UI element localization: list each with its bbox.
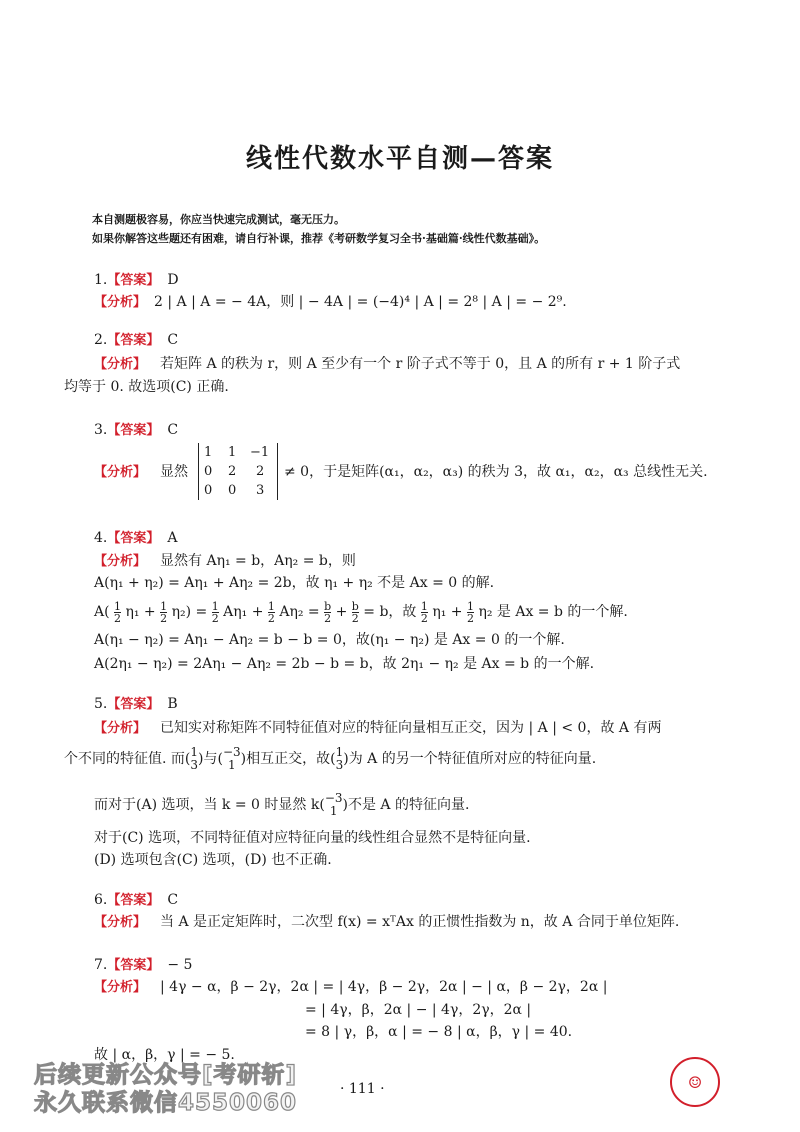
vec-entry: 3 <box>335 758 344 772</box>
answer-tag: 【答案】 <box>107 423 160 438</box>
q2-analysis-1: 若矩阵 A 的秩为 r，则 A 至少有一个 r 阶子式不等于 0，且 A 的所有 r + 1 阶子式 <box>160 356 681 372</box>
frac-num: 1 <box>114 599 122 613</box>
q3-answer-line <box>94 420 178 441</box>
q4-analysis-1: 显然有 Aη₁ = b，Aη₂ = b，则 <box>160 553 356 569</box>
q6-number: 6. <box>94 892 108 908</box>
vec-entry: 1 <box>227 758 236 772</box>
q7-analysis-line-3: = 8 | γ，β，α | = − 8 | α，β，γ | = 40. <box>305 1024 573 1040</box>
q6-analysis-line <box>94 912 679 933</box>
q5-a2-part: 个不同的特征值. 而 <box>64 751 185 767</box>
q6-answer: C <box>167 892 179 908</box>
q3-analysis-lead <box>94 462 188 483</box>
q3-number: 3. <box>94 422 108 438</box>
q4-a3-part: η₂ 是 Ax = b 的一个解. <box>478 604 628 620</box>
page-title: 线性代数水平自测—答案 <box>245 144 554 174</box>
q1-number: 1. <box>94 272 108 288</box>
fraction-half <box>268 601 275 624</box>
answer-tag: 【答案】 <box>107 958 160 973</box>
det-cell: 0 <box>204 464 213 479</box>
q7-answer-line <box>94 955 192 976</box>
det-cell: 0 <box>228 483 237 498</box>
det-left-bar <box>198 443 199 500</box>
analysis-tag: 【分析】 <box>94 554 147 569</box>
det-cell: 2 <box>256 464 265 479</box>
q2-answer: C <box>167 332 179 348</box>
watermark-line-2: 永久联系微信4550060 <box>34 1090 298 1116</box>
fraction-half <box>421 601 428 624</box>
q4-a3-part: A( <box>94 604 110 620</box>
frac-num: 1 <box>160 599 168 613</box>
q5-analysis-1: 已知实对称矩阵不同特征值对应的特征向量相互正交，因为 | A | < 0，故 A 有两 <box>160 720 662 736</box>
fraction-half <box>467 601 474 624</box>
q2-analysis-line-2: 均等于 0. 故选项(C) 正确. <box>64 379 229 395</box>
q1-answer: D <box>167 272 179 288</box>
q7-analysis-1: | 4γ − α，β − 2γ，2α | = | 4γ，β − 2γ，2α | − | α，β − 2γ，2α | <box>160 979 608 995</box>
frac-num: 1 <box>211 599 219 613</box>
frac-den: 2 <box>324 611 332 625</box>
vec-entry: −3 <box>324 791 343 805</box>
q6-analysis: 当 A 是正定矩阵时，二次型 f(x) = xᵀAx 的正惯性指数为 n，故 A 合同于单位矩阵. <box>160 914 680 930</box>
vec-entry: 1 <box>190 745 199 759</box>
q2-analysis-line <box>94 354 680 375</box>
fraction-b-half <box>352 601 359 624</box>
q7-analysis-line-2: = | 4γ，β，2α | − | 4γ，2γ，2α | <box>305 1002 532 1018</box>
frac-den: 2 <box>420 611 428 625</box>
q5-answer-line <box>94 694 178 715</box>
vec-entry: 3 <box>190 758 199 772</box>
det-cell: 1 <box>228 445 237 460</box>
q4-analysis-line-1 <box>94 551 356 572</box>
vector-neg3-1 <box>325 792 343 818</box>
frac-num: b <box>351 599 359 613</box>
analysis-tag: 【分析】 <box>94 980 147 995</box>
analysis-tag: 【分析】 <box>94 915 147 930</box>
q5-a3-part: 不是 A 的特征向量. <box>347 797 470 813</box>
q4-a3-part: Aη₁ + <box>223 604 264 620</box>
det-cell: 3 <box>256 483 265 498</box>
frac-num: 1 <box>267 599 275 613</box>
q1-analysis-line <box>94 292 567 313</box>
q4-a3-part: η₂) = <box>171 604 208 620</box>
q5-number: 5. <box>94 696 108 712</box>
q1-analysis: 2 | A | A = − 4A，则 | − 4A | = (−4)⁴ | A | = 2⁸ | A | = − 2⁹. <box>154 294 567 310</box>
q5-a2-part: 相互正交，故 <box>246 751 331 767</box>
answer-tag: 【答案】 <box>107 273 160 288</box>
page-number: · 111 · <box>340 1081 385 1097</box>
q4-analysis-line-4: A(η₁ − η₂) = Aη₁ − Aη₂ = b − b = 0，故(η₁ − η₂) 是 Ax = 0 的一个解. <box>94 632 565 648</box>
frac-den: 2 <box>267 611 275 625</box>
vec-entry: 1 <box>335 745 344 759</box>
intro-line-2: 如果你解答这些题还有困难，请自行补课，推荐《考研数学复习全书·基础篇·线性代数基础》。 <box>92 232 546 245</box>
q4-analysis-line-5: A(2η₁ − η₂) = 2Aη₁ − Aη₂ = 2b − b = b，故 2η₁ − η₂ 是 Ax = b 的一个解. <box>94 656 595 672</box>
q7-analysis-line-4: 故 | α，β，γ | = − 5. <box>94 1047 235 1063</box>
fraction-half <box>212 601 219 624</box>
q2-answer-line <box>94 330 178 351</box>
q3-answer: C <box>167 422 179 438</box>
det-cell: 1 <box>204 445 213 460</box>
q7-number: 7. <box>94 957 108 973</box>
q4-a3-part: η₁ + <box>432 604 463 620</box>
analysis-tag: 【分析】 <box>94 357 147 372</box>
q4-analysis-line-2: A(η₁ + η₂) = Aη₁ + Aη₂ = 2b，故 η₁ + η₂ 不是 Ax = 0 的解. <box>94 575 495 591</box>
fraction-half <box>114 601 121 624</box>
frac-den: 2 <box>160 611 168 625</box>
vector-1-3 <box>190 746 198 772</box>
q5-answer: B <box>167 696 178 712</box>
det-cell: 2 <box>228 464 237 479</box>
q5-analysis-line-3: 而对于(A) 选项，当 k = 0 时显然 k(−3 1 )不是 A 的特征向量. <box>94 791 470 818</box>
watermark-line-1: 后续更新公众号[考研斩] <box>34 1062 298 1088</box>
q2-number: 2. <box>94 332 108 348</box>
q1-answer-line <box>94 270 179 291</box>
q5-a2-part: 为 A 的另一个特征值所对应的特征向量. <box>348 751 597 767</box>
q5-a2-part: 与 <box>203 751 218 767</box>
frac-den: 2 <box>211 611 219 625</box>
frac-den: 2 <box>466 611 474 625</box>
analysis-tag: 【分析】 <box>94 295 147 310</box>
answer-tag: 【答案】 <box>107 531 160 546</box>
q4-a3-part: Aη₂ = <box>279 604 320 620</box>
q5-a3-part: 而对于(A) 选项，当 k = 0 时显然 k <box>94 797 320 813</box>
q4-number: 4. <box>94 530 108 546</box>
analysis-tag: 【分析】 <box>94 465 147 480</box>
q4-a3-part: = b，故 <box>363 604 417 620</box>
vector-neg3-1 <box>223 746 241 772</box>
vec-entry: 1 <box>329 804 338 818</box>
answer-tag: 【答案】 <box>107 333 160 348</box>
fraction-b-half <box>324 601 331 624</box>
frac-den: 2 <box>114 611 122 625</box>
q3-lead: 显然 <box>160 464 189 480</box>
frac-num: b <box>324 599 332 613</box>
frac-den: 2 <box>351 611 359 625</box>
frac-num: 1 <box>420 599 428 613</box>
q5-analysis-line-5: (D) 选项包含(C) 选项，(D) 也不正确. <box>94 852 332 868</box>
q7-answer: − 5 <box>167 957 193 973</box>
intro-line-1: 本自测题极容易，你应当快速完成测试，毫无压力。 <box>92 213 345 226</box>
q7-analysis-line-1 <box>94 977 607 998</box>
vector-1-3 <box>336 746 344 772</box>
q5-analysis-line-1 <box>94 718 661 739</box>
q4-a3-part: + <box>335 604 348 620</box>
smiley-stamp-icon: ☺ <box>670 1057 720 1107</box>
q3-determinant <box>198 443 278 500</box>
frac-num: 1 <box>466 599 474 613</box>
fraction-half <box>160 601 167 624</box>
q4-answer-line <box>94 528 178 549</box>
answer-tag: 【答案】 <box>107 893 160 908</box>
det-cell: 0 <box>204 483 213 498</box>
q5-analysis-line-2: 个不同的特征值. 而(1 3)与(−3 1 )相互正交，故(1 3)为 A 的另一个特征值所对应的特征向量. <box>64 745 597 772</box>
analysis-tag: 【分析】 <box>94 721 147 736</box>
q4-answer: A <box>167 530 178 546</box>
q4-a3-part: η₁ + <box>125 604 156 620</box>
det-cell: −1 <box>250 445 270 460</box>
q3-analysis-tail: ≠ 0，于是矩阵(α₁，α₂，α₃) 的秩为 3，故 α₁，α₂，α₃ 总线性无关. <box>284 464 708 480</box>
vec-entry: −3 <box>222 745 241 759</box>
q4-analysis-line-3 <box>94 600 628 624</box>
q6-answer-line <box>94 890 178 911</box>
answer-tag: 【答案】 <box>107 697 160 712</box>
q5-analysis-line-4: 对于(C) 选项，不同特征值对应特征向量的线性组合显然不是特征向量. <box>94 830 531 846</box>
